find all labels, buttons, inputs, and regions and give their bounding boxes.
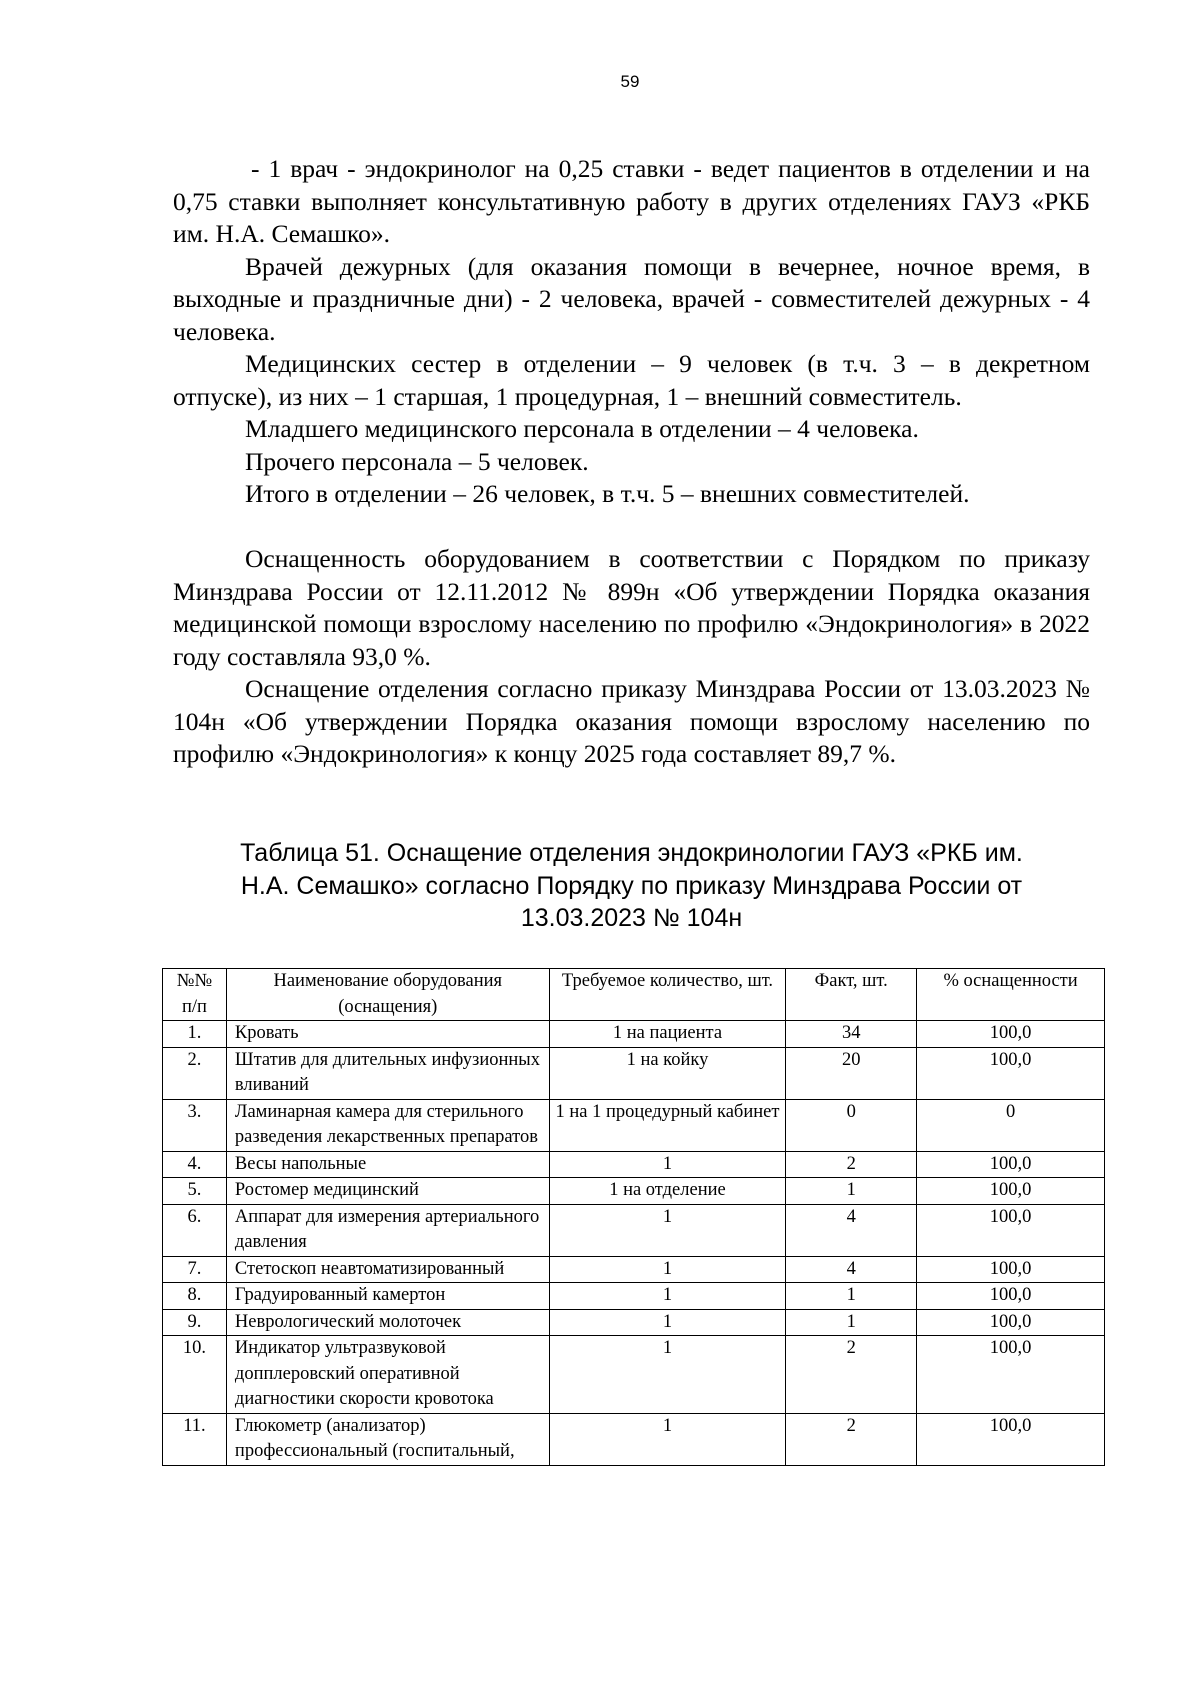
header-required: Требуемое количество, шт. (549, 969, 786, 1021)
paragraph-total-staff: Итого в отделении – 26 человек, в т.ч. 5 – внешних совместителей. (245, 479, 970, 508)
row-num: 7. (163, 1256, 227, 1283)
table-row (163, 1413, 1105, 1465)
row-name: Глюкометр (анализатор) профессиональный (госпитальный, (226, 1413, 549, 1465)
row-required: 1 (549, 1151, 786, 1178)
row-required: 1 (549, 1413, 786, 1465)
header-num: №№ п/п (163, 969, 227, 1021)
table-row (163, 1151, 1105, 1178)
row-percent: 100,0 (917, 1047, 1105, 1099)
row-num: 5. (163, 1178, 227, 1205)
header-fact: Факт, шт. (786, 969, 917, 1021)
row-fact: 4 (786, 1256, 917, 1283)
row-name: Весы напольные (226, 1151, 549, 1178)
row-required: 1 (549, 1256, 786, 1283)
table-row (163, 1178, 1105, 1205)
row-fact: 2 (786, 1336, 917, 1414)
body-text (173, 153, 1090, 771)
row-percent: 100,0 (917, 1021, 1105, 1048)
row-fact: 0 (786, 1099, 917, 1151)
row-num: 11. (163, 1413, 227, 1465)
row-name: Градуированный камертон (226, 1283, 549, 1310)
table-row (163, 1021, 1105, 1048)
row-name: Индикатор ультразвуковой допплеровский оперативной диагностики скорости кровотока (226, 1336, 549, 1414)
row-name: Кровать (226, 1021, 549, 1048)
row-name: Стетоскоп неавтоматизированный (226, 1256, 549, 1283)
row-fact: 4 (786, 1204, 917, 1256)
row-required: 1 (549, 1336, 786, 1414)
row-num: 10. (163, 1336, 227, 1414)
row-fact: 2 (786, 1151, 917, 1178)
table-row (163, 1309, 1105, 1336)
table-row (163, 1283, 1105, 1310)
row-percent: 100,0 (917, 1413, 1105, 1465)
row-num: 6. (163, 1204, 227, 1256)
row-name: Неврологический молоточек (226, 1309, 549, 1336)
row-percent: 100,0 (917, 1283, 1105, 1310)
table-row (163, 1204, 1105, 1256)
row-fact: 2 (786, 1413, 917, 1465)
table-caption-line: Таблица 51. Оснащение отделения эндокринологии ГАУЗ «РКБ им. (240, 839, 1023, 867)
paragraph-gap (173, 511, 1090, 544)
row-num: 8. (163, 1283, 227, 1310)
row-percent: 100,0 (917, 1336, 1105, 1414)
row-fact: 1 (786, 1309, 917, 1336)
row-fact: 1 (786, 1178, 917, 1205)
row-num: 9. (163, 1309, 227, 1336)
row-num: 3. (163, 1099, 227, 1151)
table-row (163, 1256, 1105, 1283)
row-percent: 100,0 (917, 1151, 1105, 1178)
paragraph-equipment-2022: Оснащенность оборудованием в соответствии с Порядком по приказу Минздрава России от 12.11.2012 № 899н «Об утверждении Порядка оказания медицинской помощи взрослому населению по профилю «Эндокринология» в 2022 году составляла 93,0 %. (173, 544, 1090, 671)
row-required: 1 на 1 процедурный кабинет (549, 1099, 786, 1151)
paragraph-nurses: Медицинских сестер в отделении – 9 человек (в т.ч. 3 – в декретном отпуске), из них – 1 старшая, 1 процедурная, 1 – внешний совместитель. (173, 349, 1090, 411)
equipment-table (162, 968, 1105, 1466)
header-name: Наименование оборудования (оснащения) (226, 969, 549, 1021)
row-name: Штатив для длительных инфузионных вливаний (226, 1047, 549, 1099)
row-required: 1 (549, 1309, 786, 1336)
table-caption-line: 13.03.2023 № 104н (520, 904, 743, 932)
paragraph-endocrinologist: - 1 врач - эндокринолог на 0,25 ставки - ведет пациентов в отделении и на 0,75 ставки выполняет консультативную работу в других отделениях ГАУЗ «РКБ им. Н.А. Семашко». (173, 154, 1090, 248)
row-name: Ростомер медицинский (226, 1178, 549, 1205)
paragraph-duty-doctors: Врачей дежурных (для оказания помощи в вечернее, ночное время, в выходные и праздничные дни) - 2 человека, врачей - совместителей дежурных - 4 человека. (173, 251, 1090, 346)
table-caption (173, 837, 1090, 935)
row-name: Ламинарная камера для стерильного разведения лекарственных препаратов (226, 1099, 549, 1151)
row-num: 1. (163, 1021, 227, 1048)
table-caption-line: Н.А. Семашко» согласно Порядку по приказу Минздрава России от (240, 871, 1023, 900)
table-row (163, 1099, 1105, 1151)
page-number: 59 (620, 72, 640, 91)
row-fact: 20 (786, 1047, 917, 1099)
row-num: 2. (163, 1047, 227, 1099)
row-required: 1 на койку (549, 1047, 786, 1099)
row-required: 1 на пациента (549, 1021, 786, 1048)
row-required: 1 на отделение (549, 1178, 786, 1205)
row-percent: 100,0 (917, 1204, 1105, 1256)
row-name: Аппарат для измерения артериального давления (226, 1204, 549, 1256)
paragraph-junior-staff: Младшего медицинского персонала в отделении – 4 человека. (245, 414, 919, 443)
row-required: 1 (549, 1204, 786, 1256)
row-percent: 100,0 (917, 1309, 1105, 1336)
row-percent: 100,0 (917, 1256, 1105, 1283)
row-required: 1 (549, 1283, 786, 1310)
row-fact: 1 (786, 1283, 917, 1310)
paragraph-other-staff: Прочего персонала – 5 человек. (245, 446, 589, 476)
row-percent: 0 (917, 1099, 1105, 1151)
paragraph-equipment-2025: Оснащение отделения согласно приказу Минздрава России от 13.03.2023 № 104н «Об утверждении Порядка оказания помощи взрослому населению по профилю «Эндокринология» к концу 2025 года составляет 89,7 %. (173, 674, 1090, 768)
table-header-row (163, 969, 1105, 1021)
row-percent: 100,0 (917, 1178, 1105, 1205)
table-row (163, 1047, 1105, 1099)
header-percent: % оснащенности (917, 969, 1105, 1021)
row-num: 4. (163, 1151, 227, 1178)
table-row (163, 1336, 1105, 1414)
row-fact: 34 (786, 1021, 917, 1048)
